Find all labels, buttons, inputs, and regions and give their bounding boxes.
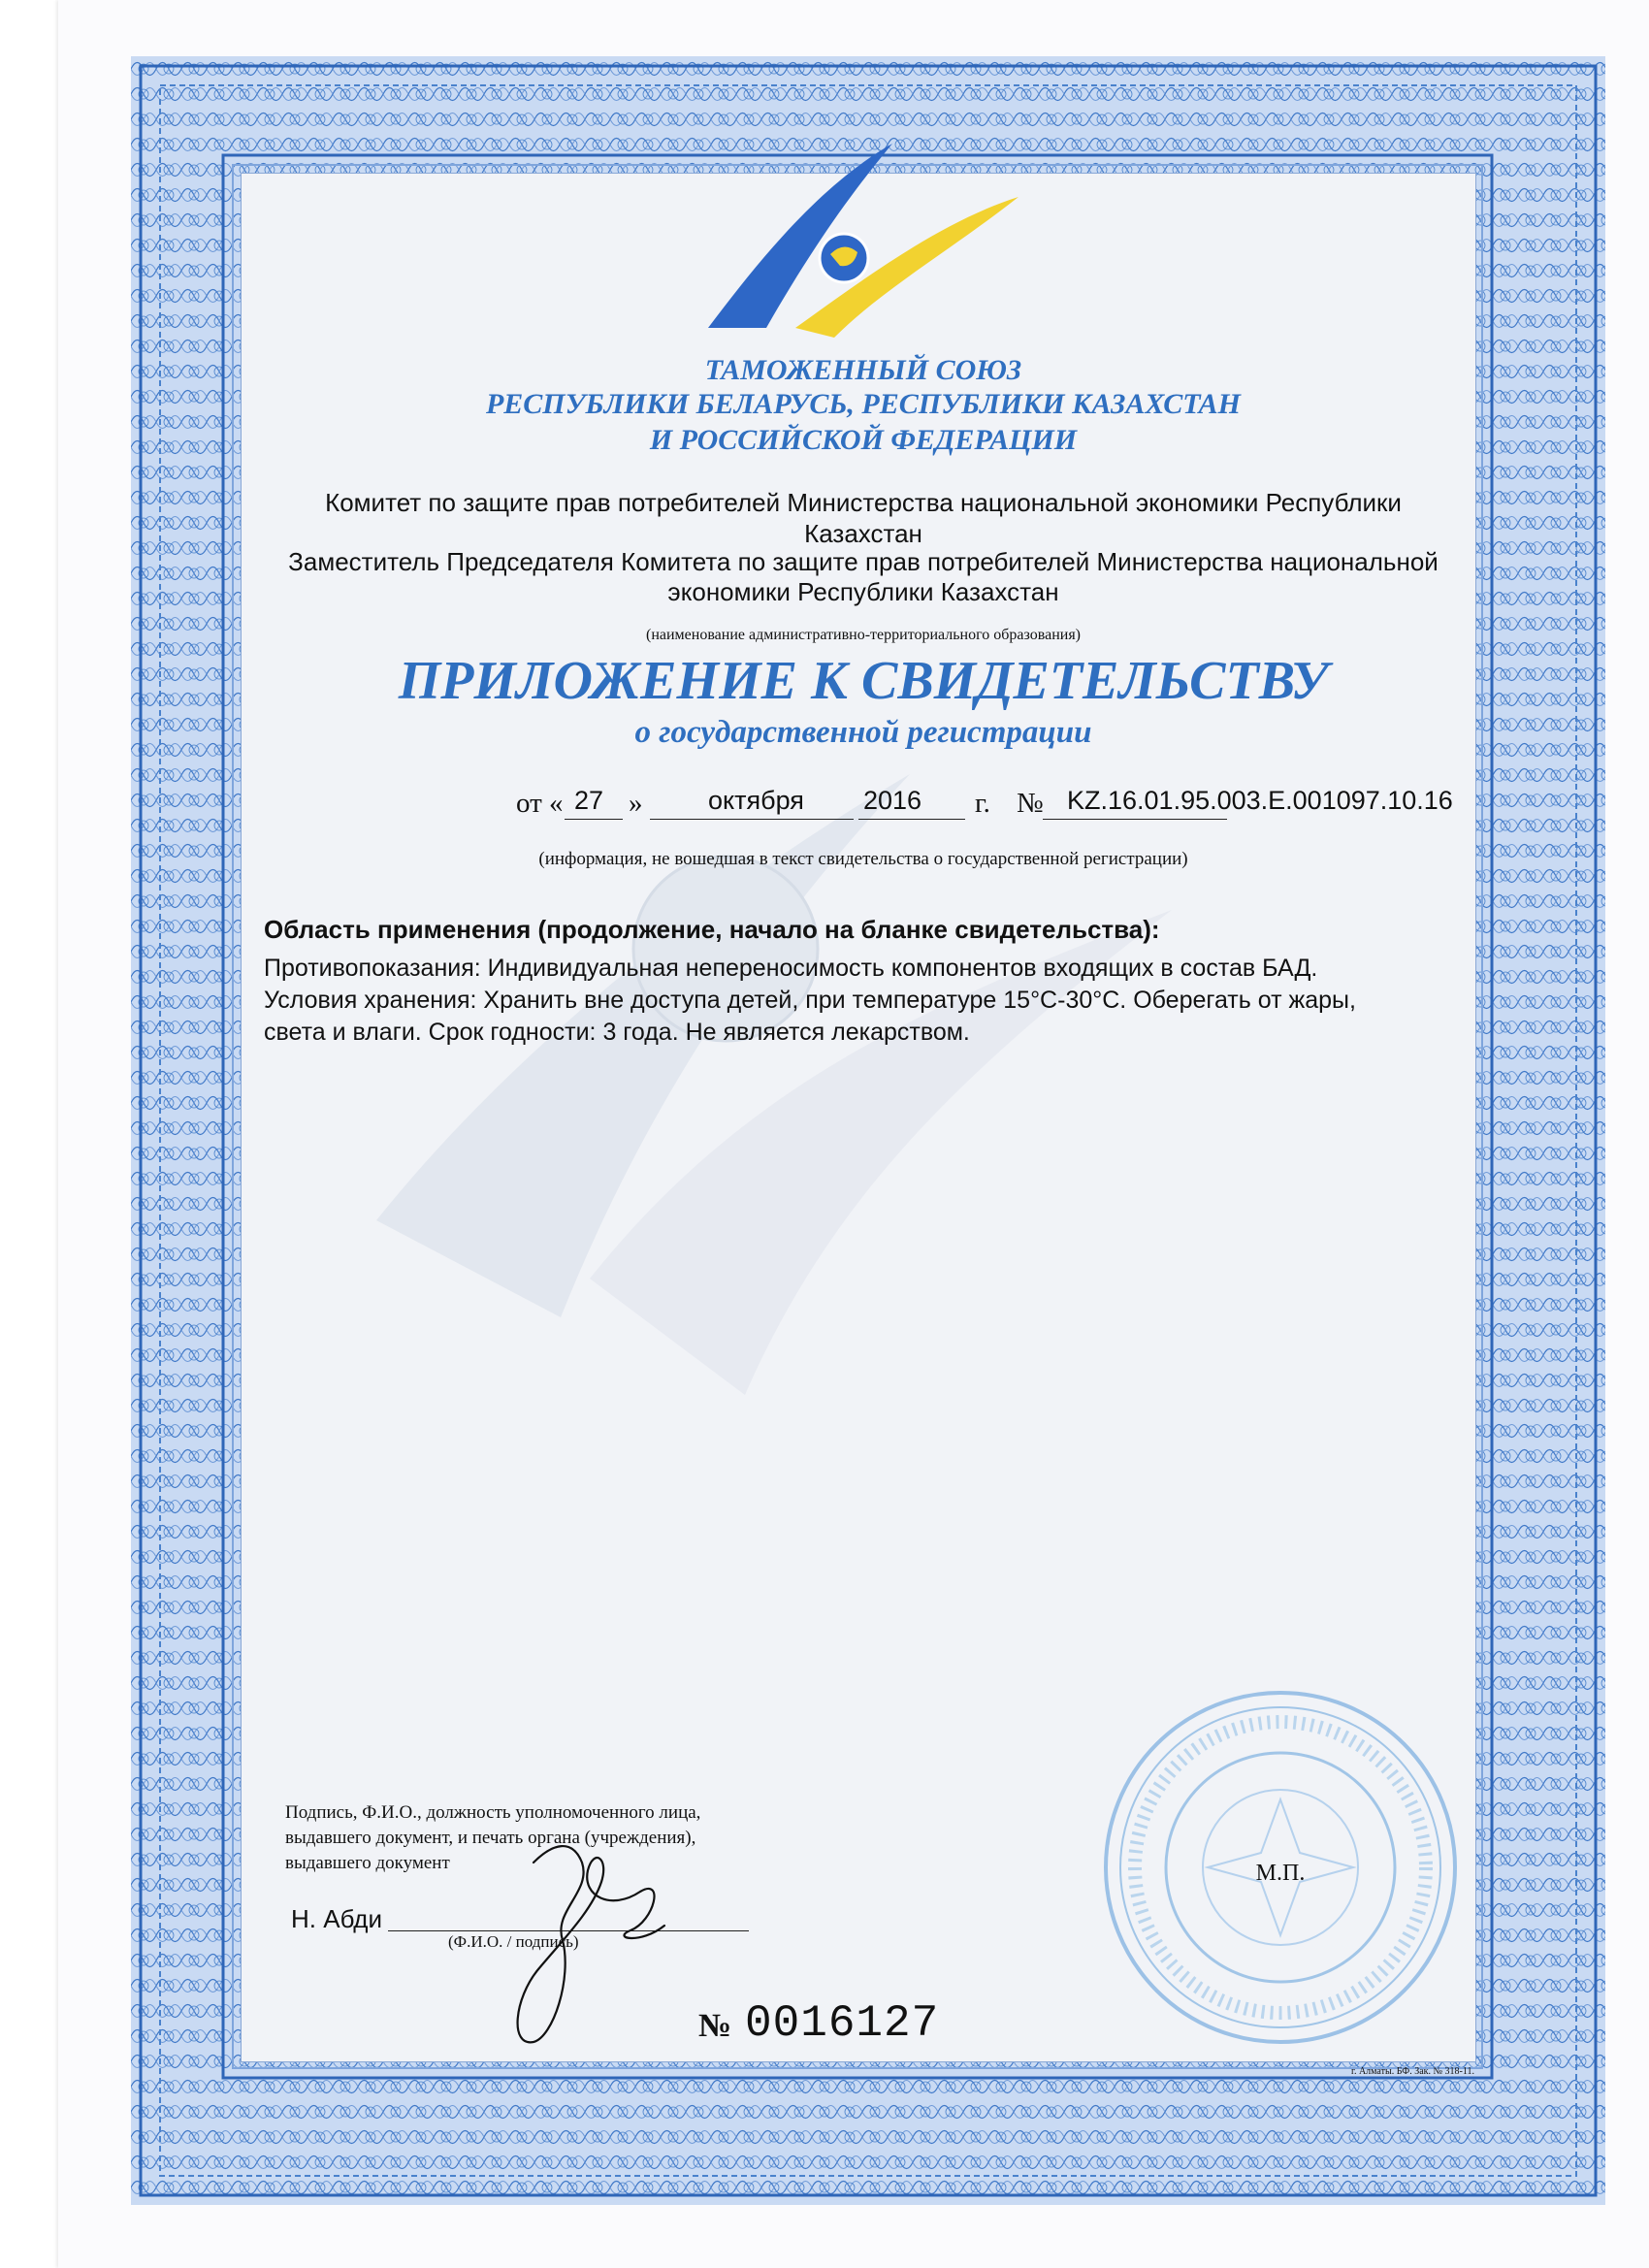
serial-number: 0016127 <box>745 1998 940 2049</box>
union-line-3: И РОССИЙСКОЙ ФЕДЕРАЦИИ <box>649 424 1078 456</box>
union-line-2: РЕСПУБЛИКИ БЕЛАРУСЬ, РЕСПУБЛИКИ КАЗАХСТАН <box>485 388 1242 420</box>
document-subtitle: о государственной регистрации <box>634 715 1092 750</box>
signature-name-caption: (Ф.И.О. / подпись) <box>448 1932 579 1951</box>
scope-heading: Область применения (продолжение, начало на бланке свидетельства): <box>264 915 1160 944</box>
registration-number: KZ.16.01.95.003.Е.001097.10.16 <box>1067 786 1453 815</box>
signature-caption-2: выдавшего документ, и печать органа (учреждения), <box>285 1828 696 1848</box>
day-underline <box>565 819 623 820</box>
date-from-label: от « <box>516 788 564 819</box>
handwritten-signature <box>495 1824 689 2057</box>
date-day: 27 <box>574 786 604 815</box>
info-caption: (информация, не вошедшая в текст свидетельства о государственной регистрации) <box>538 849 1188 869</box>
scope-line-3: света и влаги. Срок годности: 3 года. Не является лекарством. <box>264 1019 970 1046</box>
serial-number-sign: № <box>698 2008 732 2044</box>
number-sign: № <box>1017 788 1044 819</box>
year-suffix: г. <box>975 788 990 819</box>
number-underline <box>1043 819 1227 820</box>
authority-line-4: экономики Республики Казахстан <box>667 577 1059 606</box>
authority-line-3: Заместитель Председателя Комитета по защите прав потребителей Министерства национальной <box>288 547 1439 576</box>
date-number-row <box>504 776 1494 834</box>
scope-line-2: Условия хранения: Хранить вне доступа детей, при температуре 15°С-30°С. Оберегать от жары, <box>264 987 1356 1014</box>
signature-caption-1: Подпись, Ф.И.О., должность уполномоченного лица, <box>285 1802 701 1823</box>
authority-line-1: Комитет по защите прав потребителей Министерства национальной экономики Республики <box>325 488 1402 517</box>
date-close-quote: » <box>629 788 643 819</box>
stamp-placeholder: М.П. <box>1255 1861 1306 1886</box>
authority-line-2: Казахстан <box>804 519 922 548</box>
date-year: 2016 <box>863 786 922 815</box>
month-underline <box>650 819 854 820</box>
signer-name: Н. Абди <box>291 1904 382 1933</box>
customs-union-logo <box>698 144 1028 338</box>
date-month: октября <box>708 786 804 815</box>
document-title: ПРИЛОЖЕНИЕ К СВИДЕТЕЛЬСТВУ <box>398 651 1329 711</box>
year-underline <box>858 819 965 820</box>
printer-note: г. Алматы. БФ. Зак. № 318-11. <box>1350 2066 1474 2077</box>
scope-line-1: Противопоказания: Индивидуальная непереносимость компонентов входящих в состав БАД. <box>264 955 1318 982</box>
authority-caption: (наименование административно-территориального образования) <box>645 627 1082 643</box>
signature-caption-3: выдавшего документ <box>285 1853 450 1873</box>
union-line-1: ТАМОЖЕННЫЙ СОЮЗ <box>704 354 1022 386</box>
